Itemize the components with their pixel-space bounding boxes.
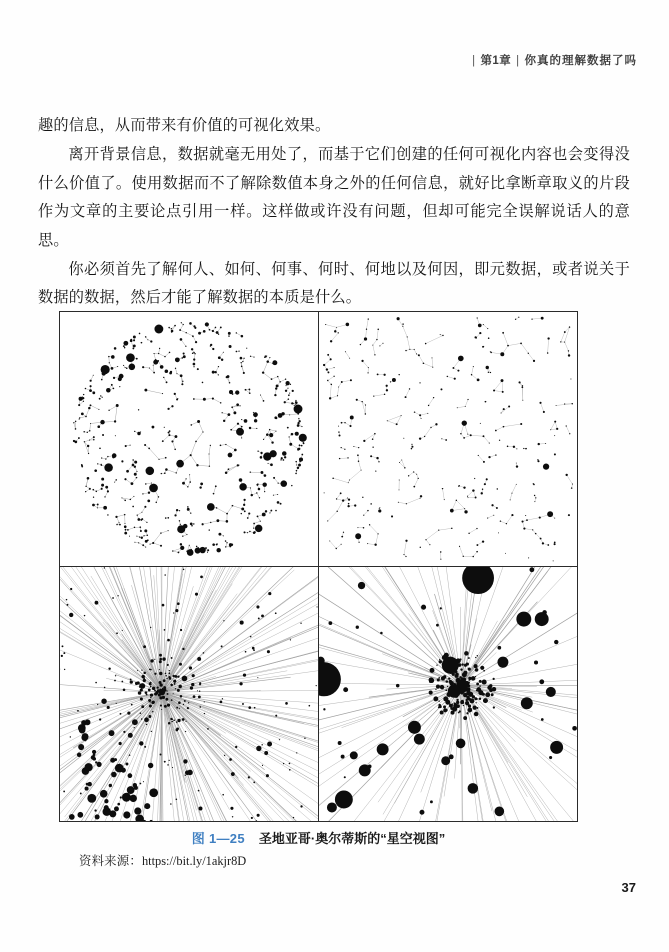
zoomed-cluster-graphic xyxy=(319,567,578,822)
running-head-chapter: 第1章 xyxy=(480,55,512,67)
figure-caption-text: 圣地亚哥·奥尔蒂斯的“星空视图” xyxy=(258,831,446,846)
figure-panel-scattered-star-map xyxy=(319,312,578,567)
figure-caption xyxy=(59,828,578,847)
paragraph-2: 离开背景信息，数据就毫无用处了，而基于它们创建的任何可视化内容也会变得没什么价值了。使用数据而不了解除数值本身之外的任何信息，就好比拿断章取义的片段作为文章的主要论点引用一样。这样做或许没有问题，但却可能完全误解说话人的意思。 xyxy=(38,146,630,249)
figure-panel-radial-burst-network xyxy=(60,567,319,822)
figure-panel-zoomed-cluster-network xyxy=(319,567,578,822)
figure-source-label: 资料来源： xyxy=(79,854,142,868)
page-number: 37 xyxy=(621,880,636,895)
figure-number: 图 1—25 xyxy=(191,831,245,846)
body-text xyxy=(38,112,630,313)
running-head-title: 你真的理解数据了吗 xyxy=(524,55,637,67)
running-head-separator-left: | xyxy=(472,55,476,67)
figure-panel-circular-star-map xyxy=(60,312,319,567)
paragraph-1: 趣的信息，从而带来有价值的可视化效果。 xyxy=(38,117,331,134)
running-head xyxy=(467,52,637,68)
paragraph-3: 你必须首先了解何人、如何、何事、何时、何地以及何因，即元数据，或者说关于数据的数据，然后才能了解数据的本质是什么。 xyxy=(38,260,630,306)
radial-burst-graphic xyxy=(60,567,318,822)
running-head-separator-right: | xyxy=(516,55,520,67)
figure-source xyxy=(79,851,246,869)
circular-star-map-graphic xyxy=(60,312,318,566)
scattered-star-map-graphic xyxy=(319,312,578,566)
figure-1-25 xyxy=(59,311,578,822)
figure-source-url[interactable]: https://bit.ly/1akjr8D xyxy=(141,854,247,868)
